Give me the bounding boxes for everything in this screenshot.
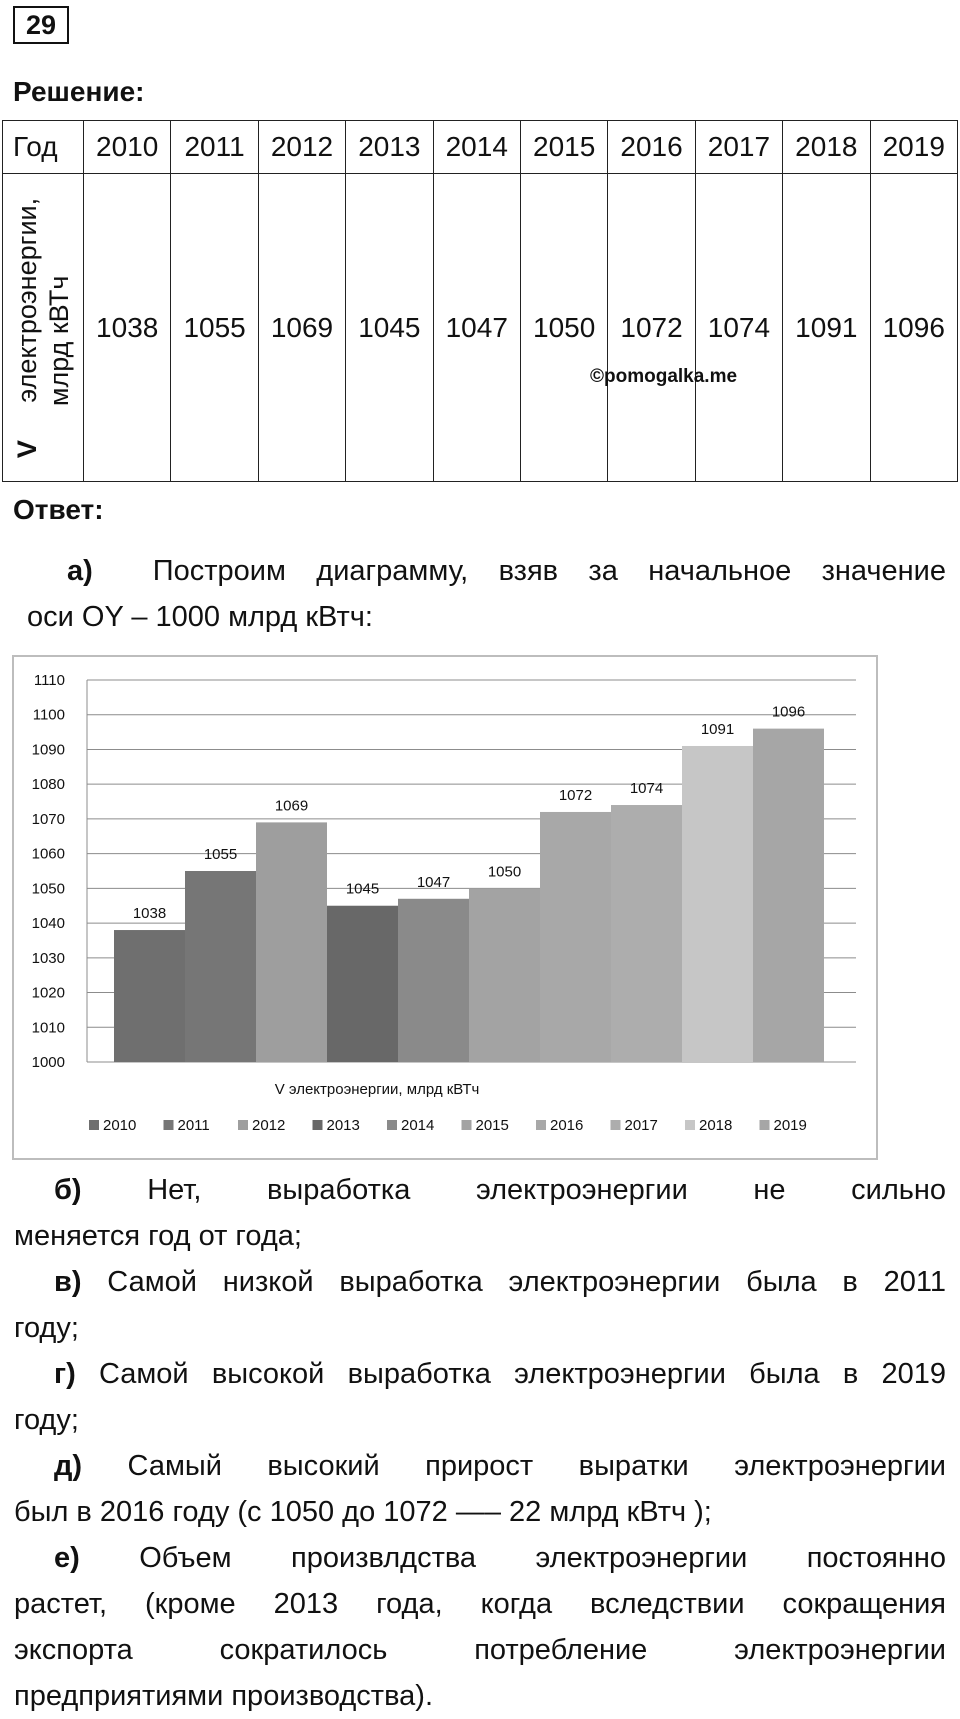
legend-swatch — [685, 1120, 695, 1130]
row-label-cell — [3, 174, 84, 482]
part-a-label: а) — [67, 555, 93, 587]
x-axis-label: V электроэнергии, млрд кВТч — [274, 1081, 480, 1098]
part-e-text1: Объем произвлдства электроэнергии постоянно — [139, 1542, 946, 1574]
bar-2010 — [114, 930, 185, 1062]
year-cell: 2017 — [695, 121, 782, 174]
bar-2014 — [398, 899, 469, 1062]
y-tick-label: 1000 — [31, 1054, 65, 1071]
legend-swatch — [313, 1120, 323, 1130]
bar-2019 — [753, 729, 824, 1062]
year-cell: 2015 — [520, 121, 607, 174]
part-a-line1 — [27, 548, 946, 594]
y-tick-label: 1070 — [31, 810, 65, 828]
bar-2011 — [185, 871, 256, 1062]
part-d-line2: был в 2016 году (с 1050 до 1072 —– 22 млрд кВтч ); — [14, 1496, 712, 1528]
bar-chart — [12, 655, 878, 1160]
part-e-line2: растет, (кроме 2013 года, когда вследствии сокращения — [14, 1588, 946, 1620]
legend-swatch — [760, 1120, 770, 1130]
legend-label: 2014 — [401, 1117, 435, 1134]
value-cell: 1091 — [783, 174, 870, 482]
legend-label: 2012 — [252, 1117, 286, 1134]
bar-value-label: 1038 — [132, 905, 167, 923]
y-tick-label: 1080 — [31, 776, 65, 794]
legend-swatch — [611, 1120, 621, 1130]
bar-value-label: 1091 — [700, 720, 735, 738]
year-cell: 2010 — [84, 121, 171, 174]
answer-heading: Ответ: — [13, 494, 104, 525]
bar-value-label: 1069 — [274, 797, 309, 815]
bar-2018 — [682, 746, 753, 1062]
y-tick-label: 1060 — [31, 845, 65, 863]
part-v-text1: Самой низкой выработка электроэнергии была в 2011 — [107, 1266, 946, 1298]
part-v-line2: году; — [14, 1312, 79, 1344]
part-g-line1 — [14, 1351, 946, 1397]
legend-label: 2015 — [475, 1117, 509, 1134]
legend-label: 2010 — [103, 1117, 137, 1134]
chart-svg — [14, 657, 876, 1158]
part-d-line1 — [14, 1443, 946, 1489]
value-cell: 1096 — [870, 174, 957, 482]
bar-2017 — [611, 805, 682, 1062]
y-tick-label: 1030 — [31, 949, 65, 967]
table-value-row — [3, 174, 958, 482]
bar-value-label: 1047 — [416, 873, 451, 891]
part-g-text1: Самой высокой выработка электроэнергии была в 2019 — [98, 1358, 947, 1390]
bar-value-label: 1096 — [771, 703, 806, 721]
value-cell: 1050 — [520, 174, 607, 482]
part-e-line1 — [14, 1535, 946, 1581]
y-tick-label: 1050 — [31, 880, 65, 898]
year-cell: 2016 — [608, 121, 695, 174]
solution-heading: Решение: — [13, 76, 145, 107]
bar-2015 — [469, 888, 540, 1062]
value-cell: 1069 — [258, 174, 345, 482]
value-cell: 1074 — [695, 174, 782, 482]
bar-value-label: 1055 — [203, 846, 238, 863]
part-v-line1 — [14, 1259, 946, 1305]
row-label-bold: V — [12, 439, 42, 458]
year-cell: 2019 — [870, 121, 957, 174]
value-cell: 1038 — [84, 174, 171, 482]
bar-2012 — [256, 822, 327, 1062]
year-cell: 2014 — [433, 121, 520, 174]
y-tick-label: 1020 — [31, 984, 65, 1002]
part-b-text1: Нет, выработка электроэнергии не сильно — [147, 1174, 946, 1206]
part-b-line1 — [14, 1167, 946, 1213]
legend-label: 2013 — [326, 1117, 360, 1134]
part-a-text1: Построим диаграмму, взяв за начальное значение — [152, 555, 946, 587]
legend-label: 2019 — [773, 1117, 807, 1134]
part-e-line4: предприятиями производства). — [14, 1680, 434, 1712]
year-cell: 2018 — [783, 121, 870, 174]
part-g-label: г) — [54, 1358, 76, 1390]
row-label-line1 — [11, 197, 43, 457]
year-cell: 2012 — [258, 121, 345, 174]
legend-label: 2011 — [177, 1117, 210, 1134]
part-e-label: е) — [54, 1542, 80, 1574]
year-header-cell: Год — [3, 121, 84, 174]
part-a-line2: оси OY – 1000 млрд кВтч: — [27, 601, 373, 633]
bar-value-label: 1045 — [345, 880, 380, 898]
value-cell: 1072 — [608, 174, 695, 482]
part-g-line2: году; — [14, 1404, 79, 1436]
part-b-line2: меняется год от года; — [14, 1220, 302, 1252]
legend-label: 2017 — [624, 1117, 658, 1134]
table-header-row — [3, 121, 958, 174]
bar-2013 — [327, 906, 398, 1062]
year-cell: 2013 — [346, 121, 433, 174]
row-label — [11, 197, 75, 457]
y-tick-label: 1010 — [31, 1019, 65, 1037]
legend-swatch — [387, 1120, 397, 1130]
y-tick-label: 1040 — [31, 915, 65, 933]
bar-value-label: 1074 — [629, 780, 664, 798]
value-cell: 1045 — [346, 174, 433, 482]
value-cell: 1055 — [171, 174, 258, 482]
bar-value-label: 1050 — [487, 863, 522, 881]
row-label-text1: электроэнергии, — [12, 197, 42, 403]
data-table — [2, 120, 958, 482]
legend-swatch — [238, 1120, 248, 1130]
task-number: 29 — [13, 6, 69, 44]
bar-value-label: 1072 — [558, 786, 593, 804]
y-tick-label: 1090 — [31, 741, 65, 759]
legend-label: 2016 — [550, 1117, 584, 1134]
bar-2016 — [540, 812, 611, 1062]
legend-swatch — [164, 1120, 174, 1130]
value-cell: 1047 — [433, 174, 520, 482]
legend-swatch — [462, 1120, 472, 1130]
row-label-text2: млрд кВТч — [44, 275, 74, 406]
y-tick-label: 1100 — [32, 706, 65, 724]
part-b-label: б) — [54, 1174, 82, 1206]
legend-swatch — [536, 1120, 546, 1130]
watermark: ©pomogalka.me — [590, 366, 738, 387]
legend-swatch — [89, 1120, 99, 1130]
part-d-text1: Самый высокий прирост выратки электроэнергии — [127, 1450, 946, 1482]
part-d-label: д) — [54, 1450, 83, 1482]
year-cell: 2011 — [171, 121, 258, 174]
part-v-label: в) — [54, 1266, 82, 1298]
y-tick-label: 1110 — [33, 672, 65, 689]
legend-label: 2018 — [699, 1117, 733, 1134]
part-e-line3: экспорта сократилось потребление электроэнергии — [14, 1634, 946, 1666]
